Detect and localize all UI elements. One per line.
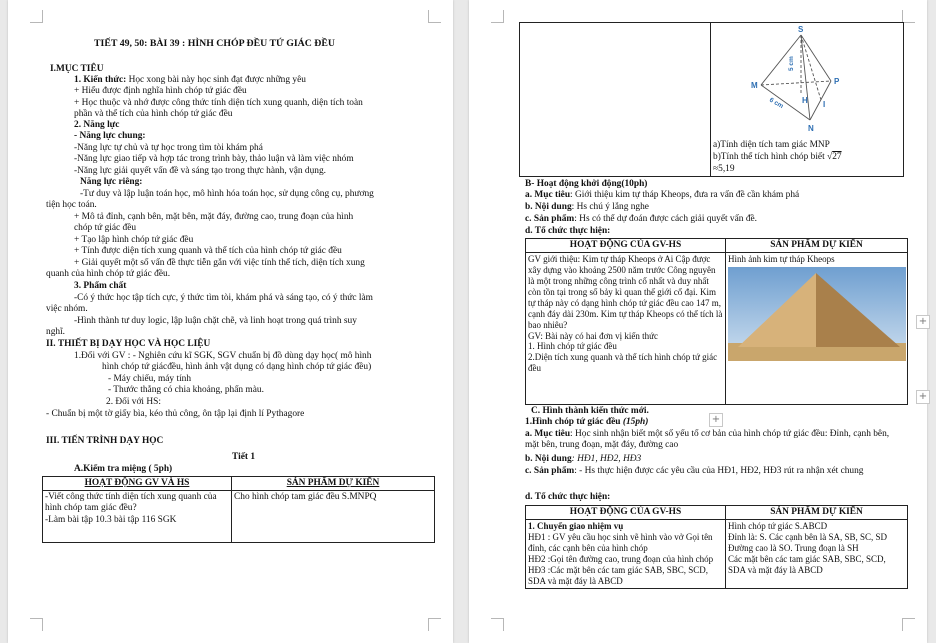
- text-line: tiện học toán.: [46, 200, 97, 210]
- period-label: Tiết 1: [232, 452, 256, 462]
- edge-length-label: 6 cm: [768, 96, 785, 111]
- edge-sm: [761, 35, 801, 85]
- question-a: a)Tính diện tích tam giác MNP: [713, 140, 830, 150]
- vertex-label: I: [823, 100, 826, 109]
- add-row-button[interactable]: +: [916, 315, 930, 329]
- text-line: nghĩ.: [46, 327, 66, 337]
- right-page: [469, 0, 927, 643]
- text-line: a. Mục tiêu: Học sinh nhận biết một số yếu tố cơ bản của hình chóp tứ giác đều: Đỉnh, cạnh bên, mặt bên, trung đoạn, mặt đáy, đường cao: [525, 429, 890, 451]
- text-line: b. Nội dung: Hs chú ý lắng nghe: [525, 202, 649, 212]
- oral-check-table: [42, 476, 435, 543]
- subheading: d. Tổ chức thực hiện:: [525, 492, 611, 502]
- margin-mark: [902, 618, 915, 631]
- margin-mark: [491, 618, 504, 631]
- pyramid-figure: [711, 23, 902, 139]
- table-header: HOẠT ĐỘNG CỦA GV-HS: [526, 506, 726, 520]
- subheading: - Năng lực chung:: [74, 131, 146, 141]
- table-cell: [726, 253, 908, 405]
- cell-text: HĐ1 : GV yêu cầu học sinh vẽ hình vào vở Gọi tên đỉnh, các cạnh bên của hình chóp HĐ2 :Gọi tên đường cao, trung đoạn của hình chóp HĐ3 :Các mặt bên các tam giác SAB, SBC, SCD, SDA và mặt đáy là ABCD: [528, 532, 714, 586]
- image-caption: Hình ảnh kim tự tháp Kheops: [728, 254, 835, 265]
- section-heading: III. TIẾN TRÌNH DẠY HỌC: [46, 436, 164, 446]
- pyramid-problem-table: [519, 22, 904, 177]
- section-heading: C. Hình thành kiến thức mới.: [531, 406, 649, 416]
- vertex-label: P: [834, 77, 840, 86]
- approx-value: ≈5,19: [713, 164, 735, 174]
- text-line: a. Mục tiêu: Giới thiệu kim tự tháp Kheops, đưa ra vấn đề cần khám phá: [525, 190, 800, 200]
- add-row-button[interactable]: +: [916, 390, 930, 404]
- text-line: b. Nội dung: HĐ1, HĐ2, HĐ3: [525, 454, 642, 464]
- margin-mark: [428, 10, 441, 23]
- lesson-title: TIẾT 49, 50: BÀI 39 : HÌNH CHÓP ĐỀU TỨ GIÁC ĐỀU: [94, 38, 335, 49]
- table-header: SẢN PHẨM DỰ KIẾN: [232, 477, 435, 491]
- subheading: Năng lực riêng:: [80, 177, 143, 187]
- table-header: HOẠT ĐỘNG CỦA GV-HS: [526, 239, 726, 253]
- table-header: SẢN PHẨM DỰ KIẾN: [726, 506, 908, 520]
- warmup-table: [525, 238, 908, 405]
- subheading: 2. Năng lực: [74, 120, 120, 130]
- text-line: + Giải quyết một số vấn đề thực tiễn gắn với việc tính thể tích, diện tích xung: [74, 258, 365, 268]
- edge-sn: [801, 35, 810, 120]
- text-line: - Chuẩn bị một tờ giấy bìa, kéo thủ công, ôn tập lại định lí Pythagore: [46, 409, 305, 419]
- text-line: c. Sản phẩm: - Hs thực hiện được các yêu cầu của HĐ1, HĐ2, HĐ3 rút ra nhận xét chung: [525, 466, 864, 476]
- add-row-button[interactable]: +: [709, 413, 723, 427]
- text-line: -Có ý thức học tập tích cực, ý thức tìm tòi, khám phá và sáng tạo, có ý thức làm: [74, 293, 373, 303]
- text-line: việc nhóm.: [46, 304, 88, 314]
- text-line: c. Sản phẩm: Hs có thể dự đoán được cách giải quyết vấn đề.: [525, 214, 758, 224]
- section-heading: B- Hoạt động khởi động(10ph): [525, 179, 648, 189]
- table-cell: Cho hình chóp tam giác đều S.MNPQ: [232, 491, 435, 543]
- vertex-label: M: [751, 81, 758, 90]
- subheading: 3. Phẩm chất: [74, 281, 127, 291]
- edge-length-label: 5 cm: [788, 56, 795, 71]
- text-line: -Hình thành tư duy logic, lập luận chặt chẽ, và linh hoạt trong quá trình suy: [74, 316, 357, 326]
- text-line: phần và thể tích của hình chóp tứ giác đều: [74, 109, 233, 119]
- table-cell: -Viết công thức tính diện tích xung quanh của hình chóp tam giác đều? -Làm bài tập 10.3 bài tập 116 SGK: [43, 491, 232, 543]
- edge-mp: [761, 81, 831, 85]
- pyramid-photo: [728, 267, 906, 361]
- text-line: -Năng lực giao tiếp và hợp tác trong trình bày, thảo luận và làm việc nhóm: [74, 154, 354, 164]
- subheading: d. Tổ chức thực hiện:: [525, 226, 611, 236]
- margin-mark: [30, 618, 43, 631]
- vertex-label: H: [802, 96, 808, 105]
- table-cell: [711, 23, 904, 177]
- text-line: + Tính được diện tích xung quanh và thể tích của hình chóp tứ giác đều: [74, 246, 342, 256]
- text-line: - Thước thẳng có chia khoảng, phấn màu.: [108, 385, 264, 395]
- table-header: SẢN PHẨM DỰ KIẾN: [726, 239, 908, 253]
- text-line: -Năng lực giải quyết vấn đề và sáng tạo trong thực hành, vận dụng.: [74, 166, 327, 176]
- table-header: HOẠT ĐỘNG GV VÀ HS: [43, 477, 232, 491]
- section-heading: I.MỤC TIÊU: [50, 64, 104, 74]
- vertex-label: N: [808, 124, 814, 133]
- text-line: -Tư duy và lập luận toán học, mô hình hóa toán học, sử dụng công cụ, phương: [80, 189, 374, 199]
- table-cell: [520, 23, 711, 177]
- subheading: A.Kiểm tra miệng ( 5ph): [74, 464, 173, 474]
- text-line: hình chóp tứ giácđều, hình ảnh vật dụng có dạng hình chóp tứ giác đều): [102, 362, 372, 372]
- table-cell: [526, 520, 726, 588]
- table-cell: Hình chóp tứ giác S.ABCD Đỉnh là: S. Các cạnh bên là SA, SB, SC, SD Đường cao là SO. Trung đoạn là SH Các mặt bên các tam giác SAB, SBC, SCD, SDA và mặt đáy là ABCD: [726, 520, 908, 588]
- margin-mark: [30, 10, 43, 23]
- text-line: + Mô tả đỉnh, cạnh bên, mặt bên, mặt đáy, đường cao, trung đoạn của hình: [74, 212, 354, 222]
- text-line: -Năng lực tự chủ và tự học trong tìm tòi khám phá: [74, 143, 263, 153]
- vertex-label: S: [798, 25, 804, 34]
- subheading: 1.Hình chóp tứ giác đều (15ph): [525, 417, 649, 427]
- text-line: + Hiểu được định nghĩa hình chóp tứ giác đều: [74, 86, 247, 96]
- margin-mark: [491, 10, 504, 23]
- edge-pn: [810, 81, 831, 120]
- text-line: 1. Kiến thức: Học xong bài này học sinh đạt được những yêu: [74, 75, 306, 85]
- question-b: b)Tính thể tích hình chóp biết √27: [713, 152, 842, 162]
- section-heading: II. THIẾT BỊ DẠY HỌC VÀ HỌC LIỆU: [46, 339, 211, 349]
- left-page: [8, 0, 453, 643]
- table-cell: GV giới thiệu: Kim tự tháp Kheops ở Ai Cập được xây dựng vào khoảng 2500 năm trước Công nguyên là một trong những công trình cổ nhất và duy nhất còn tồn tại trong số bảy kì quan thế giới cổ đại. Kim tự tháp này có dạng hình chóp tứ giác đều cao 147 m, cạnh đáy dài 230m. Kim tự tháp Kheops có thể tích là bao nhiêu? GV: Bài này có hai đơn vị kiến thức 1. Hình chóp tứ giác đều 2.Diện tích xung quanh và thể tích hình chóp tứ giác đều: [526, 253, 726, 405]
- text-line: quanh của hình chóp tứ giác đều.: [46, 269, 171, 279]
- text-line: 2. Đối với HS:: [106, 397, 161, 407]
- new-knowledge-table: [525, 505, 908, 589]
- text-line: - Máy chiếu, máy tính: [108, 374, 192, 384]
- cell-title: 1. Chuyển giao nhiệm vụ: [528, 521, 624, 532]
- text-line: chóp tứ giác đều: [74, 223, 137, 233]
- text-line: 1.Đối với GV : - Nghiên cứu kĩ SGK, SGV chuẩn bị đồ dùng dạy học( mô hình: [74, 351, 372, 361]
- text-line: + Tạo lập hình chóp tứ giác đều: [74, 235, 194, 245]
- text-line: + Học thuộc và nhớ được công thức tính diện tích xung quanh, diện tích toàn: [74, 98, 363, 108]
- margin-mark: [428, 618, 441, 631]
